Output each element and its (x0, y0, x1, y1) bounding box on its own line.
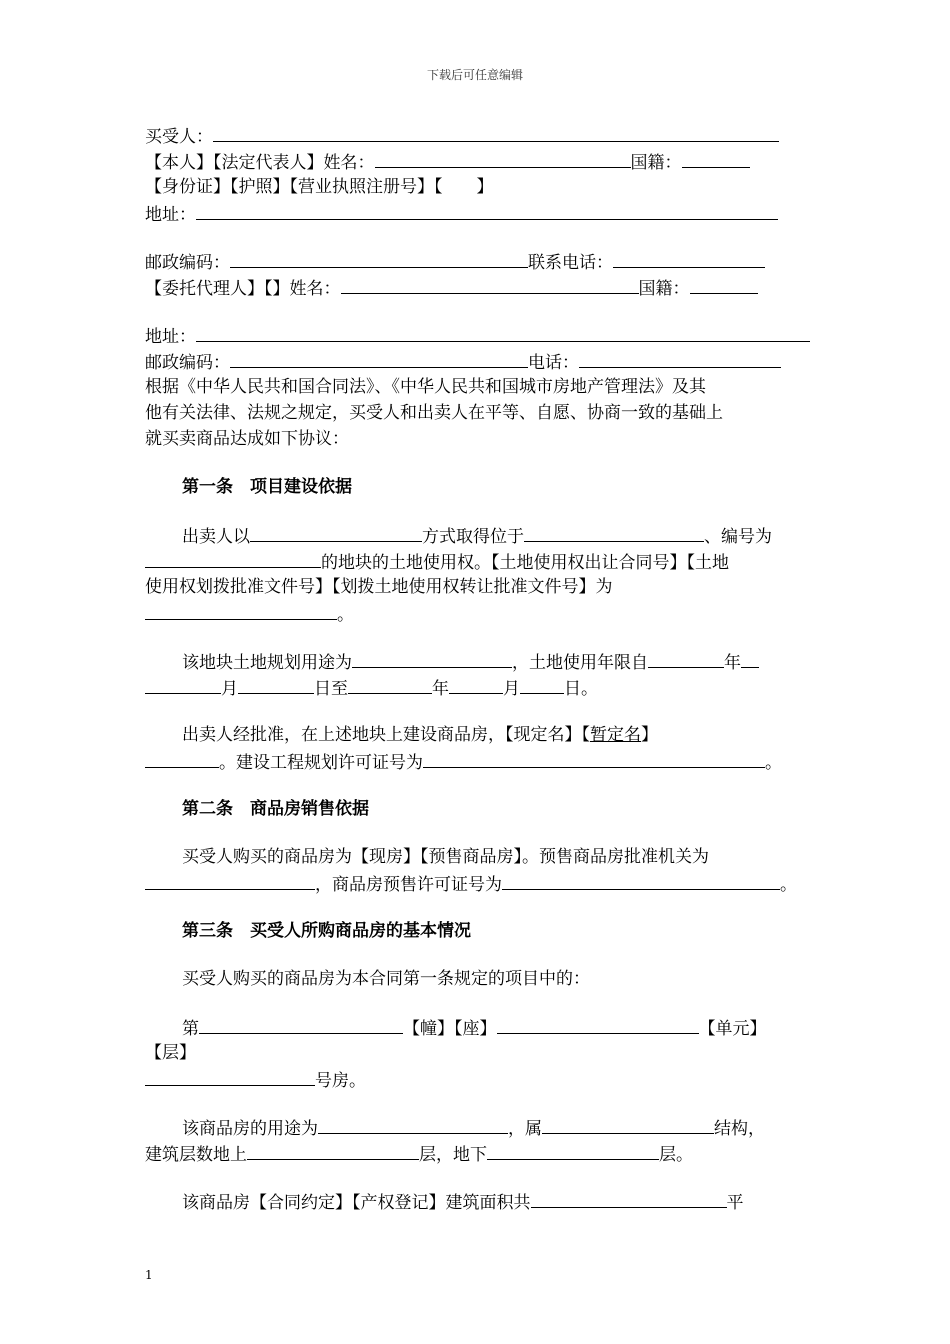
presale-permit-field[interactable] (502, 870, 780, 890)
year-label: 年 (724, 653, 741, 673)
art1-p1-line2 (145, 548, 810, 574)
art3-p2-line2: 【层】 (145, 1043, 196, 1063)
end-day-field[interactable] (520, 674, 564, 694)
plot-number-field[interactable] (145, 548, 321, 568)
land-use-field[interactable] (352, 648, 512, 668)
buyer-rep-line (145, 148, 810, 174)
buyer-id-line (145, 174, 810, 200)
buyer-address-line (145, 200, 810, 226)
agent-postcode-field[interactable] (230, 348, 528, 368)
article-1-title: 第一条 项目建设依据 (182, 477, 352, 497)
art3-p2-c: 【单元】 (698, 1019, 767, 1039)
buyer-postcode-label: 邮政编码： (145, 253, 230, 273)
buyer-id-close: 】 (476, 177, 494, 197)
agent-name-label: 【委托代理人】【】姓名： (145, 279, 341, 299)
agent-contact-line (145, 348, 810, 374)
art3-p4-line1 (145, 1188, 810, 1214)
floors-below-field[interactable] (487, 1140, 659, 1160)
agent-address-line (145, 322, 810, 348)
end-month-label: 月 (503, 679, 520, 699)
art3-p1: 买受人购买的商品房为本合同第一条规定的项目中的： (182, 969, 590, 989)
art3-p2-line1 (145, 1014, 810, 1040)
start-day-field[interactable] (238, 674, 314, 694)
buyer-nationality-label: 国籍： (630, 153, 682, 173)
location-field[interactable] (524, 522, 704, 542)
agent-nationality-field[interactable] (690, 274, 758, 294)
day-to-label: 日至 (314, 679, 348, 699)
art1-p1-line4 (145, 600, 810, 626)
approval-authority-field[interactable] (145, 870, 315, 890)
planning-permit-field[interactable] (423, 748, 765, 768)
header-note: 下载后可任意编辑 (426, 68, 523, 82)
art1-p2-line2 (145, 674, 810, 700)
structure-field[interactable] (542, 1114, 714, 1134)
art1-p1-d: 的地块的土地使用权。【土地使用权出让合同号】【土地 (321, 553, 729, 573)
buyer-label: 买受人： (145, 127, 213, 147)
buyer-postcode-field[interactable] (230, 248, 528, 268)
start-month-field-a[interactable] (741, 648, 759, 668)
art1-p3-a: 出卖人经批准，在上述地块上建设商品房，【现定名】【 (182, 725, 590, 745)
end-year-label: 年 (432, 679, 449, 699)
provisional-name-label: 暂定名 (590, 725, 641, 745)
building-number-field[interactable] (199, 1014, 403, 1034)
buyer-address-label: 地址： (145, 205, 196, 225)
acquisition-method-field[interactable] (250, 522, 422, 542)
art2-p1-line2 (145, 870, 810, 896)
intro-line-3: 就买卖商品达成如下协议： (145, 429, 349, 449)
month-label: 月 (221, 679, 238, 699)
art1-p1-line1 (145, 522, 810, 548)
floor-area-field[interactable] (531, 1188, 727, 1208)
article-2-title: 第二条 商品房销售依据 (182, 799, 369, 819)
art1-p1-b: 方式取得位于 (422, 527, 524, 547)
agent-phone-field[interactable] (579, 348, 781, 368)
art3-p4-b: 平 (726, 1193, 744, 1213)
floors-above-field[interactable] (247, 1140, 419, 1160)
art2-p1-c: 。 (780, 875, 797, 895)
project-name-field[interactable] (145, 748, 219, 768)
end-day-label: 日。 (564, 679, 598, 699)
intro-line-2: 他有关法律、法规之规定，买受人和出卖人在平等、自愿、协商一致的基础上 (145, 403, 723, 423)
art1-p2-a: 该地块土地规划用途为 (182, 653, 352, 673)
art1-p3-line1 (145, 722, 810, 748)
article-3-title: 第三条 买受人所购商品房的基本情况 (182, 921, 471, 941)
start-year-field[interactable] (648, 648, 724, 668)
art3-p3-f: 层。 (659, 1145, 693, 1165)
art3-p3-d: 建筑层数地上 (145, 1145, 247, 1165)
agent-name-field[interactable] (341, 274, 639, 294)
page-number: 1 (145, 1268, 153, 1282)
art3-p4-a: 该商品房【合同约定】【产权登记】建筑面积共 (182, 1193, 531, 1213)
end-month-field[interactable] (449, 674, 503, 694)
art3-p3-c: 结构， (714, 1119, 765, 1139)
buyer-rep-label: 【本人】【法定代表人】姓名： (145, 153, 375, 173)
start-month-field[interactable] (145, 674, 221, 694)
contract-body (145, 122, 810, 1214)
agent-postcode-label: 邮政编码： (145, 353, 230, 373)
end-year-field[interactable] (348, 674, 432, 694)
agent-address-label: 地址： (145, 327, 196, 347)
art1-p3-line2 (145, 748, 810, 774)
buyer-address-field[interactable] (196, 200, 778, 220)
room-number-field[interactable] (145, 1066, 315, 1086)
buyer-id-label: 【身份证】【护照】【营业执照注册号】【 (145, 177, 443, 197)
land-doc-number-field[interactable] (145, 600, 337, 620)
art2-p1-b: ，商品房预售许可证号为 (315, 875, 502, 895)
buyer-contact-line (145, 248, 810, 274)
art1-p1-f: 。 (337, 605, 354, 625)
agent-nationality-label: 国籍： (638, 279, 690, 299)
art3-p3-line1 (145, 1114, 810, 1140)
art1-p3-e: 。 (765, 753, 782, 773)
intro-line-1: 根据《中华人民共和国合同法》、《中华人民共和国城市房地产管理法》及其 (145, 377, 706, 397)
art3-p2-line3 (145, 1066, 810, 1092)
unit-number-field[interactable] (497, 1014, 699, 1034)
art1-p1-c: 、编号为 (704, 527, 772, 547)
buyer-nationality-field[interactable] (682, 148, 750, 168)
art1-p1-line3: 使用权划拨批准文件号】【划拨土地使用权转让批准文件号】为 (145, 577, 613, 597)
art1-p3-d: 。建设工程规划许可证号为 (219, 753, 423, 773)
art3-p3-a: 该商品房的用途为 (182, 1119, 318, 1139)
art2-p1-line1: 买受人购买的商品房为【现房】【预售商品房】。预售商品房批准机关为 (182, 847, 709, 867)
art1-p2-line1 (145, 648, 810, 674)
art3-p2-a: 第 (182, 1019, 199, 1039)
agent-name-line (145, 274, 810, 300)
art1-p3-c: 】 (641, 725, 658, 745)
art3-p3-e: 层，地下 (419, 1145, 487, 1165)
art1-p1-a: 出卖人以 (182, 527, 250, 547)
agent-phone-label: 电话： (528, 353, 579, 373)
art3-p3-line2 (145, 1140, 810, 1166)
buyer-phone-field[interactable] (613, 248, 765, 268)
art1-p2-b: ，土地使用年限自 (512, 653, 648, 673)
buyer-phone-label: 联系电话： (528, 253, 613, 273)
art3-p3-b: ，属 (508, 1119, 542, 1139)
agent-address-field[interactable] (196, 322, 810, 342)
buyer-line (145, 122, 810, 148)
buyer-field[interactable] (213, 122, 779, 142)
art3-p2-e: 号房。 (315, 1071, 366, 1091)
usage-field[interactable] (318, 1114, 508, 1134)
buyer-rep-name-field[interactable] (375, 148, 631, 168)
art3-p2-b: 【幢】【座】 (403, 1019, 497, 1039)
